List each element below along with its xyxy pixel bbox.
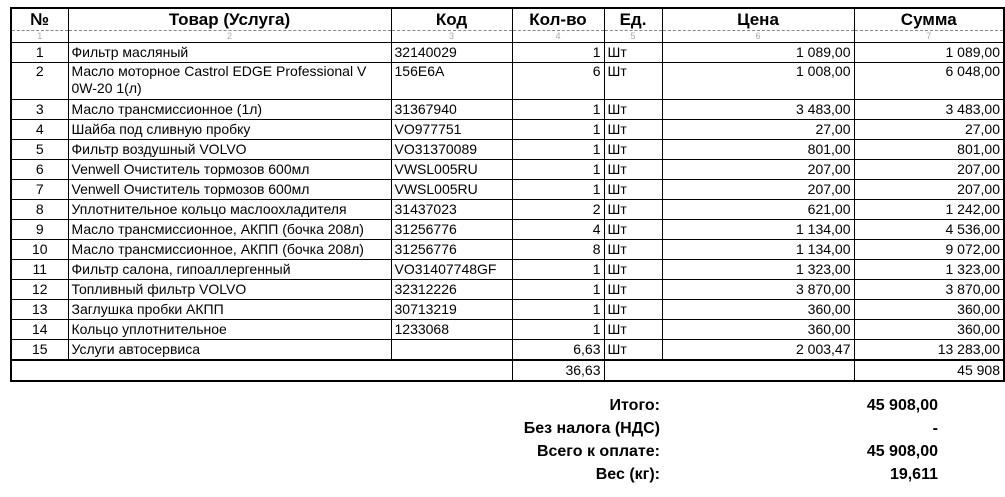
item-qty: 6 [512,63,604,100]
item-code: 32312226 [391,280,512,300]
item-code: 156E6A [391,63,512,100]
header-item: Товар (Услуга) [68,8,391,31]
item-code: VWSL005RU [391,180,512,200]
item-name: Venwell Очиститель тормозов 600мл [68,180,391,200]
item-price: 207,00 [662,180,854,200]
item-unit: Шт [604,280,662,300]
row-number: 11 [11,260,68,280]
item-unit: Шт [604,260,662,280]
table-row [11,140,1004,160]
item-sum: 207,00 [854,180,1004,200]
item-code: VO31407748GF [391,260,512,280]
header-unit: Ед. [604,8,662,31]
item-name: Venwell Очиститель тормозов 600мл [68,160,391,180]
summary-label: Итого: [609,397,660,414]
summary-value: 19,611 [889,466,938,483]
column-number: 4 [512,31,604,43]
item-sum: 27,00 [854,120,1004,140]
item-sum: 13 283,00 [854,340,1004,361]
item-qty: 1 [512,260,604,280]
item-qty: 1 [512,300,604,320]
item-qty: 4 [512,220,604,240]
item-name: Масло моторное Castrol EDGE Professional V 0W-20 1(л) [68,63,391,100]
item-qty: 1 [512,180,604,200]
item-code: 32140029 [391,43,512,63]
item-sum: 3 870,00 [854,280,1004,300]
item-name: Фильтр масляный [68,43,391,63]
table-row [11,280,1004,300]
item-name: Фильтр воздушный VOLVO [68,140,391,160]
table-row [11,300,1004,320]
item-unit: Шт [604,240,662,260]
item-name: Масло трансмиссионное, АКПП (бочка 208л) [68,220,391,240]
totals-spacer-2 [604,360,854,381]
item-sum: 360,00 [854,320,1004,340]
table-row [11,180,1004,200]
item-qty: 6,63 [512,340,604,361]
summary-row [0,397,960,420]
item-qty: 1 [512,320,604,340]
table-row [11,260,1004,280]
item-sum: 1 089,00 [854,43,1004,63]
item-price: 27,00 [662,120,854,140]
item-name: Фильтр салона, гипоаллергенный [68,260,391,280]
row-number: 9 [11,220,68,240]
item-unit: Шт [604,320,662,340]
item-qty: 1 [512,280,604,300]
column-number: 5 [604,31,662,43]
item-sum: 9 072,00 [854,240,1004,260]
item-sum: 360,00 [854,300,1004,320]
table-row [11,340,1004,361]
item-code: 31367940 [391,100,512,120]
header-sum: Сумма [854,8,1004,31]
item-qty: 1 [512,120,604,140]
column-number: 7 [854,31,1004,43]
item-sum: 801,00 [854,140,1004,160]
item-price: 1 134,00 [662,240,854,260]
item-sum: 3 483,00 [854,100,1004,120]
item-price: 207,00 [662,160,854,180]
table-row [11,200,1004,220]
item-unit: Шт [604,100,662,120]
item-price: 621,00 [662,200,854,220]
item-price: 360,00 [662,320,854,340]
table-row [11,100,1004,120]
row-number: 6 [11,160,68,180]
table-row [11,120,1004,140]
summary-label: Вес (кг): [595,466,660,483]
item-unit: Шт [604,43,662,63]
item-qty: 1 [512,160,604,180]
item-unit: Шт [604,200,662,220]
item-qty: 1 [512,140,604,160]
item-price: 1 008,00 [662,63,854,100]
item-qty: 1 [512,100,604,120]
summary-row [0,466,960,489]
total-qty: 36,63 [512,360,604,381]
header-num: № [11,8,68,31]
item-price: 360,00 [662,300,854,320]
item-unit: Шт [604,120,662,140]
item-name: Топливный фильтр VOLVO [68,280,391,300]
row-number: 1 [11,43,68,63]
item-sum: 1 323,00 [854,260,1004,280]
item-sum: 1 242,00 [854,200,1004,220]
table-row [11,220,1004,240]
totals-spacer [11,360,512,381]
summary-label: Всего к оплате: [536,443,660,460]
item-sum: 4 536,00 [854,220,1004,240]
item-unit: Шт [604,300,662,320]
header-qty: Кол-во [512,8,604,31]
summary-label: Без налога (НДС) [523,420,660,437]
column-number-row [11,31,1004,43]
item-name: Уплотнительное кольцо маслоохладителя [68,200,391,220]
item-name: Шайба под сливную пробку [68,120,391,140]
invoice-table [10,7,1005,382]
table-row [11,63,1004,100]
item-unit: Шт [604,160,662,180]
item-code: 31256776 [391,220,512,240]
item-code: VO977751 [391,120,512,140]
item-qty: 2 [512,200,604,220]
item-name: Заглушка пробки АКПП [68,300,391,320]
item-unit: Шт [604,140,662,160]
item-code: 1233068 [391,320,512,340]
item-code [391,340,512,361]
item-unit: Шт [604,180,662,200]
item-sum: 6 048,00 [854,63,1004,100]
row-number: 15 [11,340,68,361]
item-unit: Шт [604,220,662,240]
item-unit: Шт [604,63,662,100]
item-code: 30713219 [391,300,512,320]
column-number: 2 [68,31,391,43]
row-number: 12 [11,280,68,300]
table-row [11,160,1004,180]
item-price: 801,00 [662,140,854,160]
item-code: VWSL005RU [391,160,512,180]
total-sum: 45 908 [854,360,1004,381]
item-name: Масло трансмиссионное, АКПП (бочка 208л) [68,240,391,260]
summary-value: 45 908,00 [866,443,938,460]
row-number: 13 [11,300,68,320]
item-code: 31437023 [391,200,512,220]
row-number: 8 [11,200,68,220]
item-code: 31256776 [391,240,512,260]
column-number: 6 [662,31,854,43]
item-qty: 1 [512,43,604,63]
row-number: 3 [11,100,68,120]
header-price: Цена [662,8,854,31]
summary-value: - [932,420,938,437]
table-row [11,43,1004,63]
item-name: Услуги автосервиса [68,340,391,361]
table-row [11,240,1004,260]
table-body [11,43,1004,361]
item-code: VO31370089 [391,140,512,160]
row-number: 4 [11,120,68,140]
row-number: 7 [11,180,68,200]
item-unit: Шт [604,340,662,361]
item-price: 1 089,00 [662,43,854,63]
item-sum: 207,00 [854,160,1004,180]
summary-block [0,397,960,489]
item-name: Масло трансмиссионное (1л) [68,100,391,120]
summary-value: 45 908,00 [866,397,938,414]
table-row [11,320,1004,340]
item-price: 3 483,00 [662,100,854,120]
item-name: Кольцо уплотнительное [68,320,391,340]
item-price: 1 134,00 [662,220,854,240]
row-number: 2 [11,63,68,100]
header-row [11,8,1004,31]
item-price: 3 870,00 [662,280,854,300]
item-qty: 8 [512,240,604,260]
row-number: 14 [11,320,68,340]
summary-row [0,443,960,466]
column-number: 1 [11,31,68,43]
item-price: 2 003,47 [662,340,854,361]
header-code: Код [391,8,512,31]
row-number: 5 [11,140,68,160]
column-number: 3 [391,31,512,43]
summary-row [0,420,960,443]
totals-row [11,360,1004,381]
row-number: 10 [11,240,68,260]
item-price: 1 323,00 [662,260,854,280]
